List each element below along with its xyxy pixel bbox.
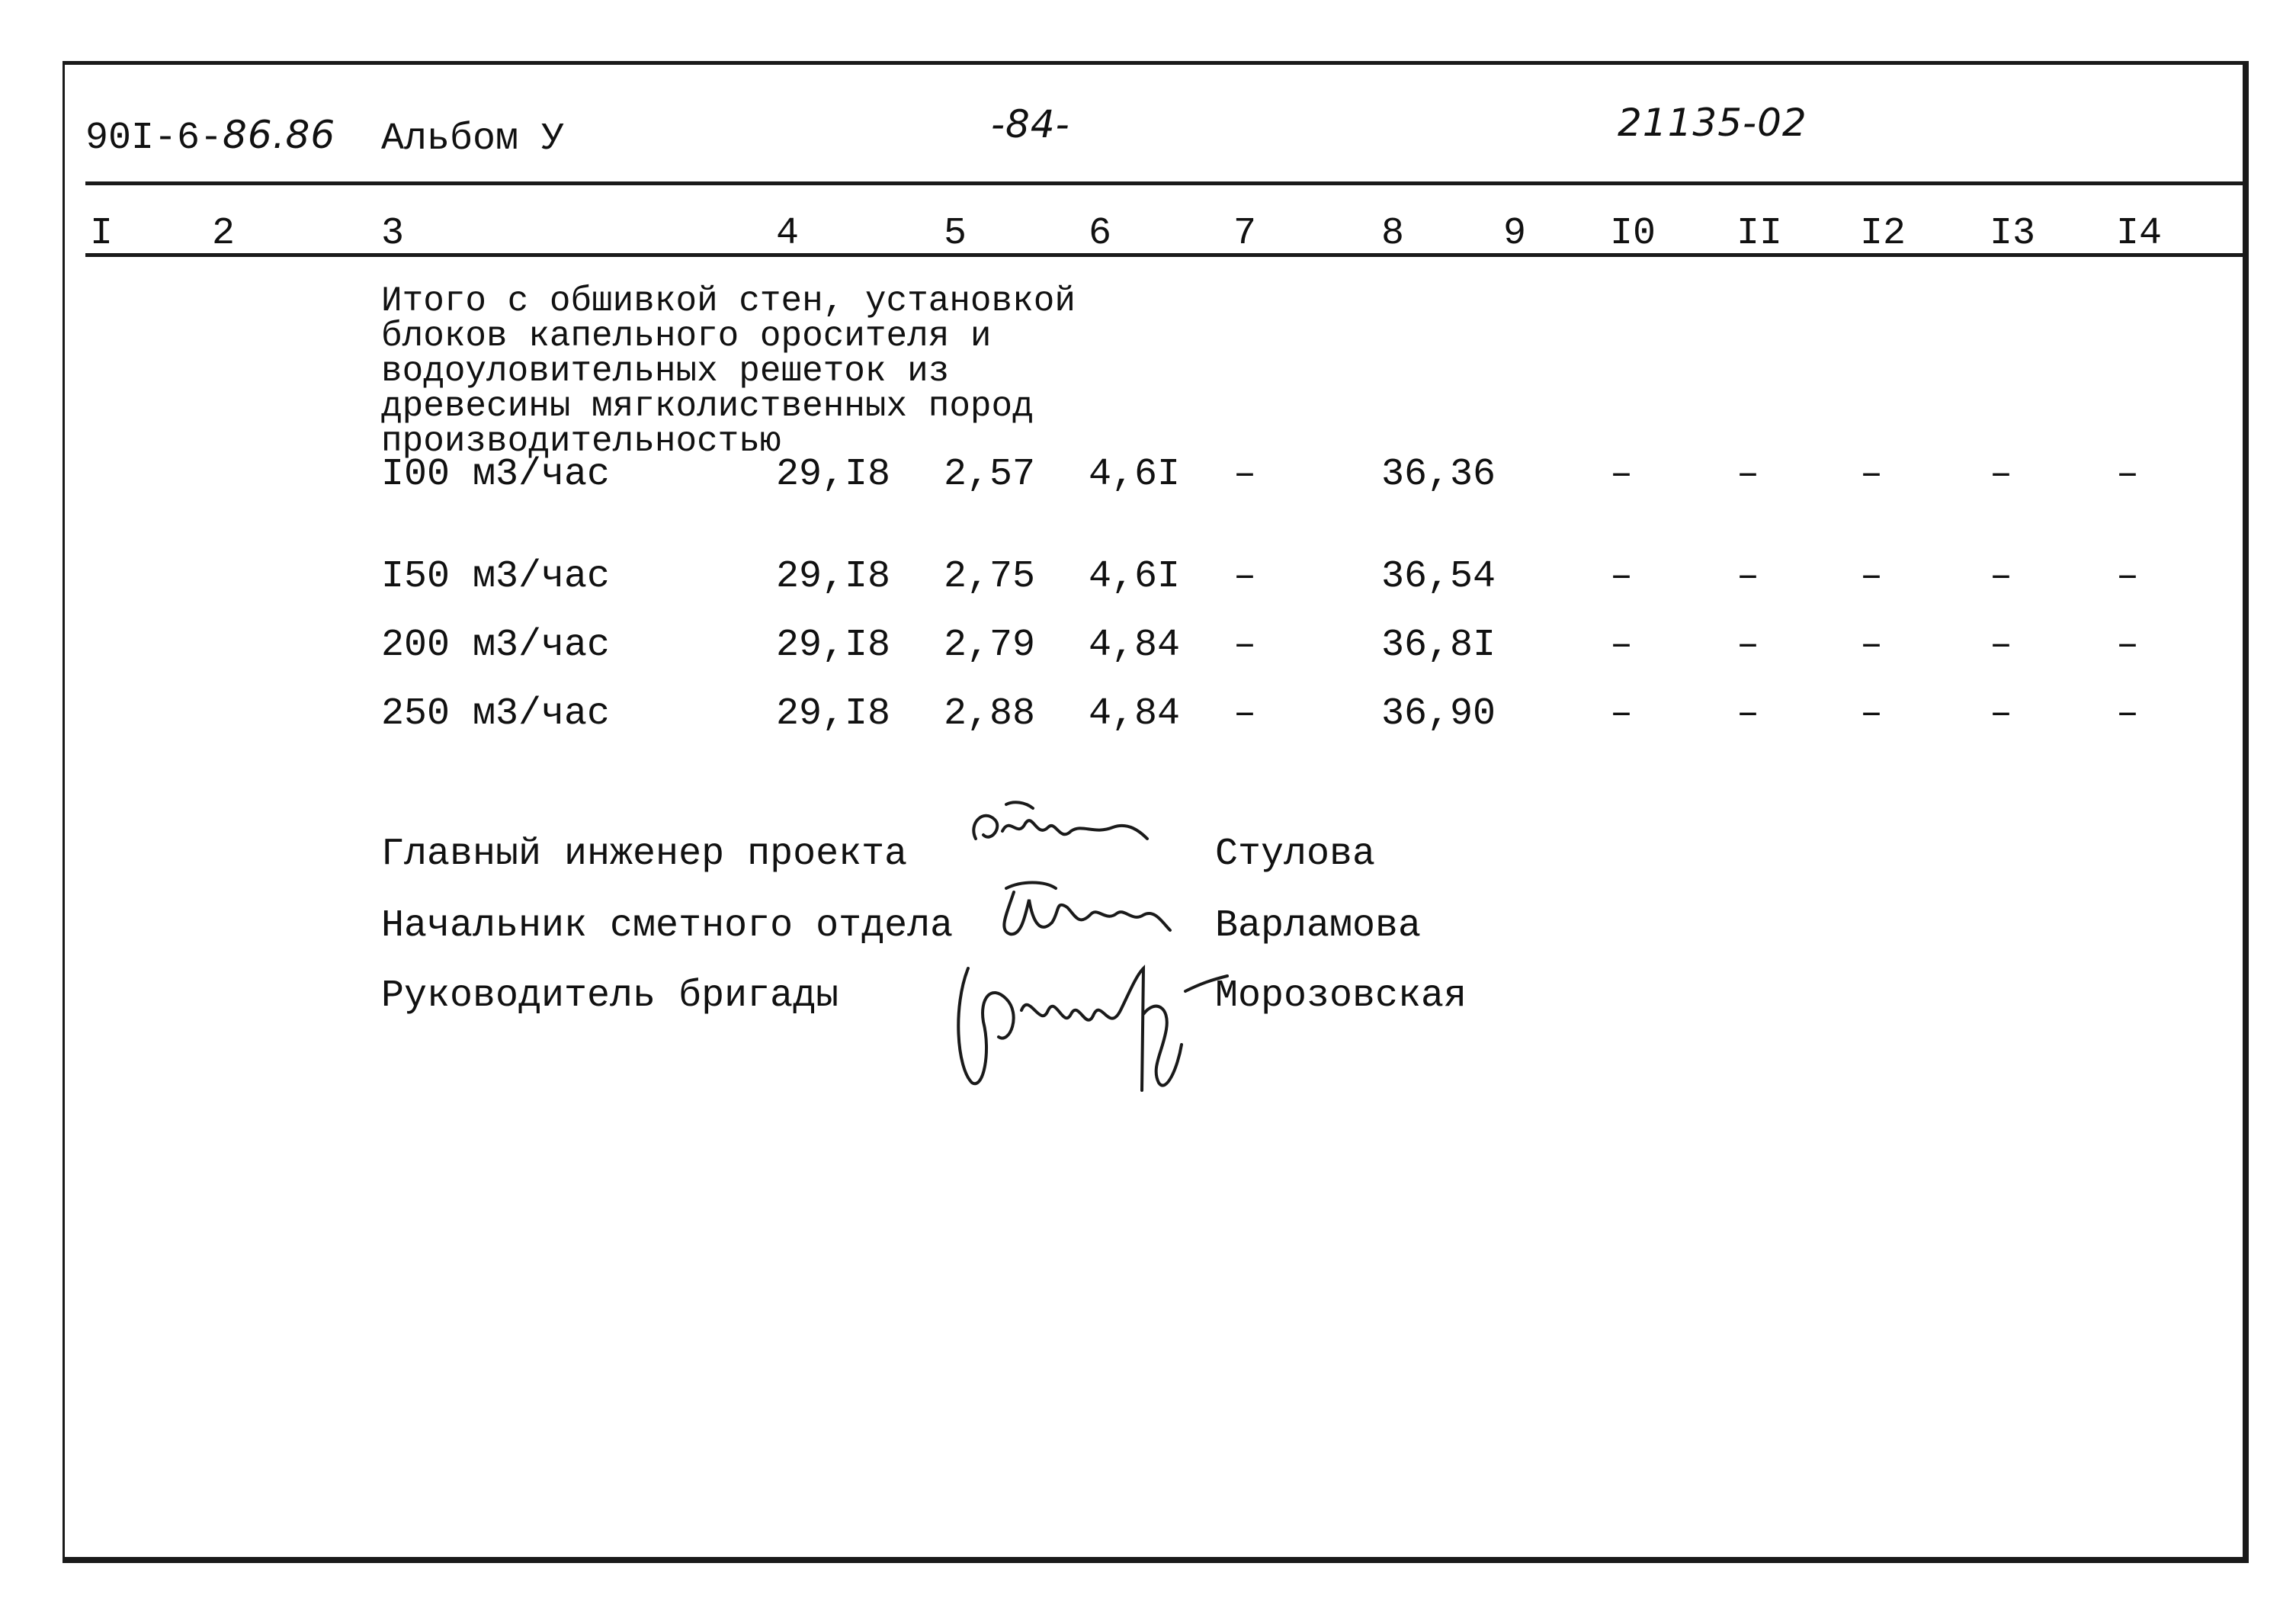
cell-col11: –	[1736, 555, 1760, 599]
description-line: производительностью	[381, 422, 781, 461]
column-number: II	[1736, 212, 1783, 255]
cell-col6: 4,84	[1089, 624, 1181, 667]
cell-col13: –	[1990, 624, 2013, 667]
signatory-name: Варламова	[1215, 904, 1422, 948]
cell-col4: 29,I8	[776, 692, 891, 736]
description-line: Итого с обшивкой стен, установкой	[381, 281, 1076, 321]
cell-col5: 2,88	[944, 692, 1036, 736]
cell-col6: 4,6I	[1089, 453, 1181, 496]
signature-chief-engineer	[960, 785, 1159, 869]
cell-col13: –	[1990, 555, 2013, 599]
column-number: I4	[2116, 212, 2163, 255]
column-number: 6	[1089, 212, 1112, 255]
signatory-role: Главный инженер проекта	[381, 833, 908, 876]
cell-col8: 36,54	[1381, 555, 1496, 599]
total-description	[381, 281, 1076, 461]
cell-col6: 4,84	[1089, 692, 1181, 736]
column-header-divider	[85, 253, 2249, 257]
signatory-name: Стулова	[1215, 833, 1376, 876]
header-divider	[85, 181, 2249, 185]
signature-brigade-leader	[938, 938, 1258, 1106]
cell-col10: –	[1610, 692, 1634, 736]
cell-col8: 36,8I	[1381, 624, 1496, 667]
row-label: I50 м3/час	[381, 555, 611, 599]
registration-number: 21135-02	[1618, 101, 1807, 145]
doc-code-suffix: 86.86	[223, 113, 336, 157]
column-number: I0	[1610, 212, 1656, 255]
cell-col4: 29,I8	[776, 555, 891, 599]
description-line: древесины мягколиственных пород	[381, 387, 1034, 426]
column-number: 9	[1503, 212, 1527, 255]
column-number: 8	[1381, 212, 1405, 255]
doc-code	[85, 113, 336, 160]
cell-col5: 2,79	[944, 624, 1036, 667]
column-number: 5	[944, 212, 967, 255]
column-number: I	[90, 212, 114, 255]
column-number: I3	[1990, 212, 2036, 255]
column-number: I2	[1860, 212, 1906, 255]
cell-col7: –	[1233, 692, 1257, 736]
description-line: блоков капельного оросителя и	[381, 316, 992, 356]
row-label: 250 м3/час	[381, 692, 611, 736]
cell-col10: –	[1610, 453, 1634, 496]
signatory-name: Морозовская	[1215, 974, 1467, 1018]
page-number: -84-	[991, 102, 1070, 146]
signatory-role: Начальник сметного отдела	[381, 904, 954, 948]
cell-col10: –	[1610, 555, 1634, 599]
cell-col12: –	[1860, 692, 1884, 736]
cell-col14: –	[2116, 624, 2140, 667]
cell-col5: 2,57	[944, 453, 1036, 496]
cell-col13: –	[1990, 692, 2013, 736]
cell-col5: 2,75	[944, 555, 1036, 599]
cell-col12: –	[1860, 624, 1884, 667]
cell-col8: 36,90	[1381, 692, 1496, 736]
cell-col7: –	[1233, 555, 1257, 599]
cell-col11: –	[1736, 692, 1760, 736]
column-number: 7	[1233, 212, 1257, 255]
cell-col13: –	[1990, 453, 2013, 496]
doc-code-prefix: 90I-6-	[85, 117, 223, 160]
row-label: 200 м3/час	[381, 624, 611, 667]
cell-col4: 29,I8	[776, 624, 891, 667]
column-number: 4	[776, 212, 800, 255]
cell-col14: –	[2116, 692, 2140, 736]
cell-col12: –	[1860, 453, 1884, 496]
description-line: водоуловительных решеток из	[381, 351, 950, 391]
cell-col7: –	[1233, 453, 1257, 496]
row-label: I00 м3/час	[381, 453, 611, 496]
cell-col6: 4,6I	[1089, 555, 1181, 599]
cell-col11: –	[1736, 624, 1760, 667]
cell-col7: –	[1233, 624, 1257, 667]
cell-col12: –	[1860, 555, 1884, 599]
column-number: 3	[381, 212, 405, 255]
cell-col14: –	[2116, 453, 2140, 496]
signatory-role: Руководитель бригады	[381, 974, 839, 1018]
cell-col14: –	[2116, 555, 2140, 599]
cell-col10: –	[1610, 624, 1634, 667]
cell-col4: 29,I8	[776, 453, 891, 496]
album-label: Альбом У	[381, 117, 565, 161]
column-number: 2	[212, 212, 236, 255]
cell-col11: –	[1736, 453, 1760, 496]
cell-col8: 36,36	[1381, 453, 1496, 496]
